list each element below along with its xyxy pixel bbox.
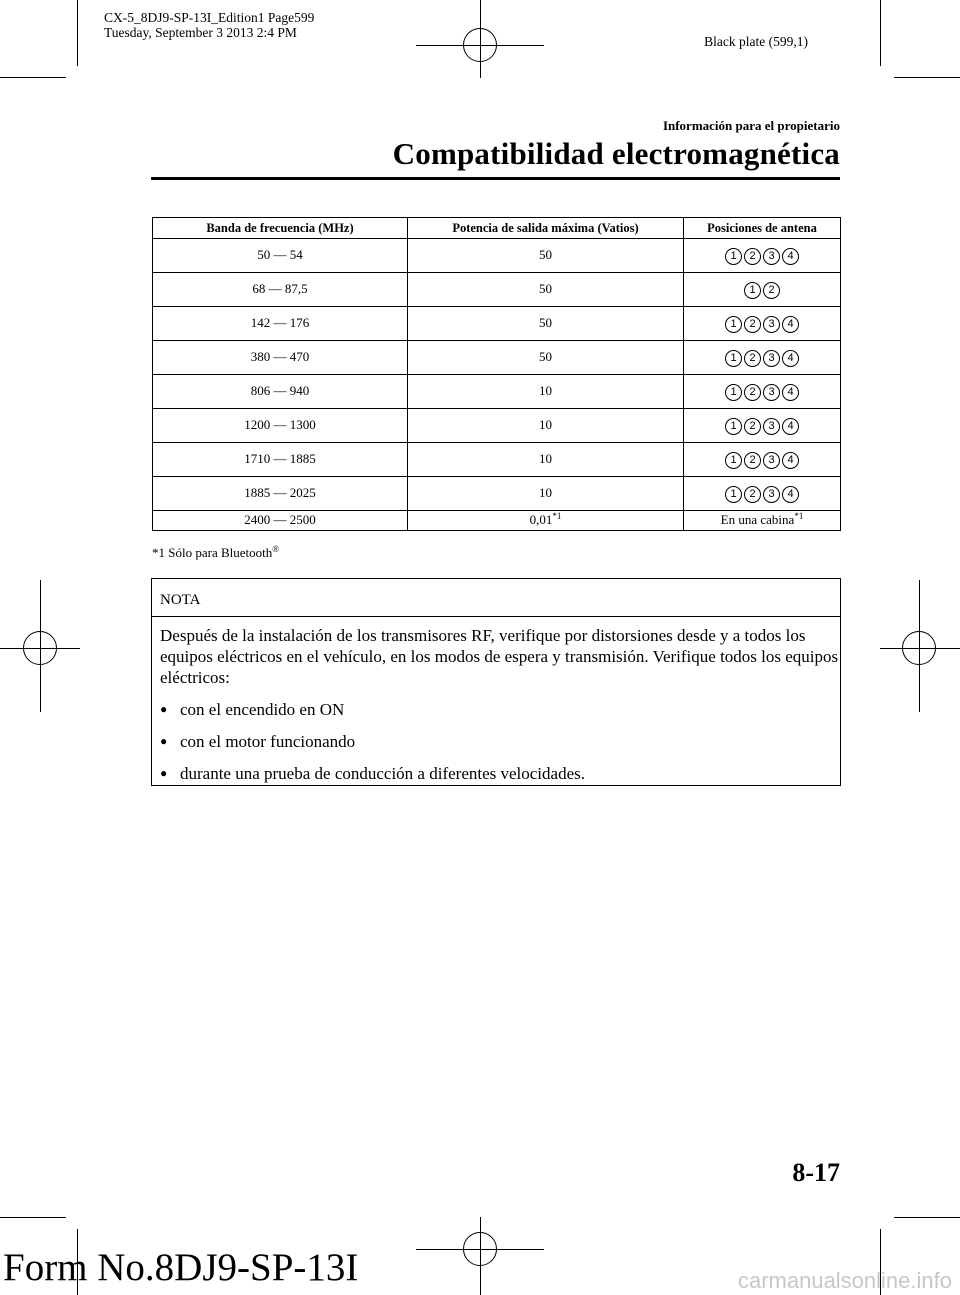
antenna-position-icon: 2 [744,418,761,435]
date-line: Tuesday, September 3 2013 2:4 PM [104,25,297,40]
antenna-cell [684,477,841,511]
position-value: En una cabina [720,512,795,527]
footnote-text: *1 Sólo para Bluetooth [152,545,273,560]
antenna-position-icon: 2 [744,452,761,469]
note-paragraph: Después de la instalación de los transmisores RF, verifique por distorsiones desde y a todos los equipos eléctricos en el vehículo, en los modos de espera y transmisión. Verifique todos los equipos eléctricos: [160,626,839,687]
antenna-position-icon: 1 [725,316,742,333]
note-bullet [160,731,840,752]
power-cell [408,511,684,531]
antenna-position-icon: 4 [782,248,799,265]
table-header-row [153,218,841,239]
antenna-position-icon: 1 [725,248,742,265]
antenna-cell [684,239,841,273]
band-cell: 1200 ― 1300 [153,409,408,443]
antenna-position-icon: 3 [763,316,780,333]
table-row [153,273,841,307]
antenna-position-icon: 1 [725,452,742,469]
table-row [153,477,841,511]
section-label: Información para el propietario [662,118,840,133]
column-header-power: Potencia de salida máxima (Vatios) [408,218,684,239]
crop-mark-bottom-left-h [0,1217,66,1218]
watermark: carmanualsonline.info [737,1268,952,1293]
power-value: 0,01 [529,512,553,527]
antenna-positions [725,384,799,401]
band-cell: 2400 ― 2500 [153,511,408,531]
note-bullet-text: con el motor funcionando [180,732,356,751]
antenna-position-icon: 3 [763,452,780,469]
antenna-cell [684,273,841,307]
band-cell: 1710 ― 1885 [153,443,408,477]
table-row [153,307,841,341]
antenna-position-icon: 4 [782,350,799,367]
note-body [152,617,840,784]
antenna-positions [725,316,799,333]
antenna-cell [684,375,841,409]
footnote-mark: *1 [794,511,804,521]
crop-mark-top-right-h [894,77,960,78]
antenna-position-icon: 4 [782,418,799,435]
bullet-icon: ● [160,734,168,748]
antenna-cell [684,511,841,531]
power-cell: 50 [408,273,684,307]
band-cell: 68 ― 87,5 [153,273,408,307]
crop-mark-top-left-h [0,77,66,78]
power-cell: 50 [408,307,684,341]
band-cell: 1885 ― 2025 [153,477,408,511]
antenna-position-icon: 2 [763,282,780,299]
title-rule [151,177,840,180]
note-heading: NOTA [152,579,840,617]
antenna-position-icon: 1 [744,282,761,299]
antenna-position-icon: 2 [744,350,761,367]
registered-mark: ® [272,544,280,554]
antenna-position-icon: 1 [725,486,742,503]
band-cell: 806 ― 940 [153,375,408,409]
table-row [153,341,841,375]
antenna-cell [684,409,841,443]
antenna-positions [744,282,780,299]
antenna-positions [725,486,799,503]
antenna-position-icon: 4 [782,384,799,401]
antenna-cell [684,307,841,341]
column-header-band: Banda de frecuencia (MHz) [153,218,408,239]
crop-mark-top-right-v [880,0,881,66]
antenna-cell [684,443,841,477]
table-row [153,443,841,477]
antenna-positions [725,248,799,265]
power-cell: 10 [408,443,684,477]
band-cell: 142 ― 176 [153,307,408,341]
column-header-antenna: Posiciones de antena [684,218,841,239]
power-cell: 50 [408,341,684,375]
antenna-position-icon: 4 [782,316,799,333]
print-job-info [104,10,314,40]
table-row [153,511,841,531]
footnote-mark: *1 [552,511,562,521]
power-cell: 10 [408,477,684,511]
antenna-positions [725,350,799,367]
note-bullet [160,763,840,784]
antenna-position-icon: 3 [763,486,780,503]
crop-mark-top-left-v [77,0,78,66]
antenna-position-icon: 2 [744,384,761,401]
antenna-cell [684,341,841,375]
file-line: CX-5_8DJ9-SP-13I_Edition1 Page599 [104,10,315,25]
power-cell: 10 [408,409,684,443]
band-cell: 50 ― 54 [153,239,408,273]
band-cell: 380 ― 470 [153,341,408,375]
antenna-position-icon: 3 [763,350,780,367]
note-box [151,578,841,786]
table-row [153,239,841,273]
note-bullet [160,699,840,720]
antenna-position-icon: 3 [763,418,780,435]
table-row [153,409,841,443]
crop-mark-bottom-right-h [894,1217,960,1218]
page-title: Compatibilidad electromagnética [392,136,840,171]
table-row [153,375,841,409]
power-cell: 50 [408,239,684,273]
bullet-icon: ● [160,766,168,780]
antenna-position-icon: 1 [725,418,742,435]
antenna-position-icon: 3 [763,248,780,265]
form-number: Form No.8DJ9-SP-13I [3,1246,359,1289]
note-bullet-text: durante una prueba de conducción a diferentes velocidades. [180,764,585,783]
antenna-positions [725,452,799,469]
page-number: 8-17 [792,1158,840,1187]
note-bullet-text: con el encendido en ON [180,700,345,719]
antenna-position-icon: 3 [763,384,780,401]
antenna-positions [725,418,799,435]
power-cell: 10 [408,375,684,409]
antenna-position-icon: 1 [725,384,742,401]
plate-label: Black plate (599,1) [704,34,808,49]
antenna-position-icon: 1 [725,350,742,367]
bullet-icon: ● [160,702,168,716]
antenna-position-icon: 2 [744,316,761,333]
antenna-position-icon: 4 [782,486,799,503]
antenna-position-icon: 4 [782,452,799,469]
antenna-position-icon: 2 [744,486,761,503]
footnote [152,545,279,561]
antenna-position-icon: 2 [744,248,761,265]
frequency-table [152,217,841,531]
